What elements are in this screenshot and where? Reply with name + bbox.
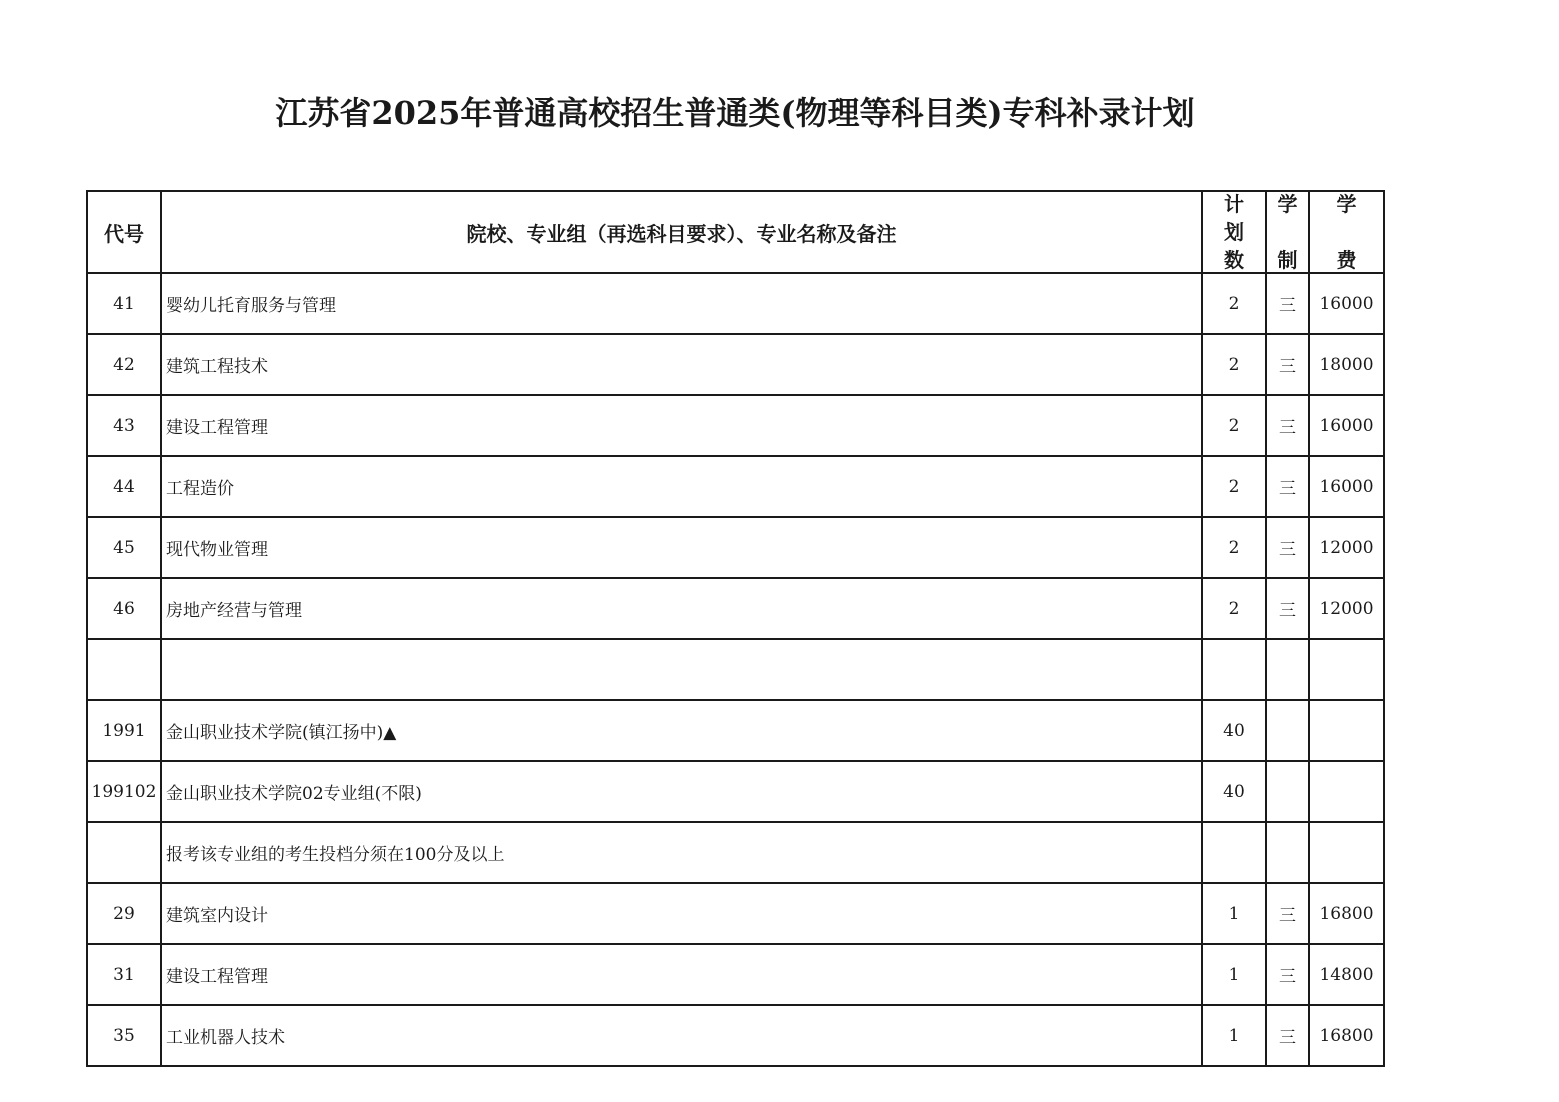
cell-code: 29	[87, 883, 161, 944]
cell-count: 40	[1202, 761, 1266, 822]
cell-fee: 18000	[1309, 334, 1384, 395]
cell-name: 现代物业管理	[161, 517, 1202, 578]
cell-years: 三	[1266, 456, 1309, 517]
cell-code: 45	[87, 517, 161, 578]
table-header-row	[87, 191, 1384, 273]
cell-code: 35	[87, 1005, 161, 1066]
cell-years	[1266, 822, 1309, 883]
table-row	[87, 456, 1384, 517]
cell-code: 46	[87, 578, 161, 639]
cell-count	[1202, 639, 1266, 700]
cell-fee	[1309, 761, 1384, 822]
cell-fee: 16800	[1309, 1005, 1384, 1066]
cell-fee: 16000	[1309, 456, 1384, 517]
cell-name: 婴幼儿托育服务与管理	[161, 273, 1202, 334]
table-row	[87, 700, 1384, 761]
cell-years: 三	[1266, 395, 1309, 456]
cell-name: 工程造价	[161, 456, 1202, 517]
header-years: 学 制	[1266, 191, 1309, 273]
cell-years: 三	[1266, 517, 1309, 578]
cell-fee: 12000	[1309, 578, 1384, 639]
cell-count: 2	[1202, 334, 1266, 395]
cell-code: 1991	[87, 700, 161, 761]
cell-name: 建筑工程技术	[161, 334, 1202, 395]
cell-name: 建筑室内设计	[161, 883, 1202, 944]
cell-years: 三	[1266, 578, 1309, 639]
cell-name: 金山职业技术学院02专业组(不限)	[161, 761, 1202, 822]
header-code: 代号	[87, 191, 161, 273]
cell-count: 2	[1202, 273, 1266, 334]
header-fee: 学 费	[1309, 191, 1384, 273]
table-row	[87, 639, 1384, 700]
cell-count: 2	[1202, 517, 1266, 578]
cell-name: 报考该专业组的考生投档分须在100分及以上	[161, 822, 1202, 883]
cell-count: 1	[1202, 1005, 1266, 1066]
table-row	[87, 334, 1384, 395]
cell-code	[87, 639, 161, 700]
cell-count	[1202, 822, 1266, 883]
header-name: 院校、专业组（再选科目要求）、专业名称及备注	[161, 191, 1202, 273]
table-row	[87, 944, 1384, 1005]
cell-count: 1	[1202, 883, 1266, 944]
cell-fee: 16000	[1309, 395, 1384, 456]
cell-fee: 16000	[1309, 273, 1384, 334]
table-row	[87, 822, 1384, 883]
cell-fee: 14800	[1309, 944, 1384, 1005]
table-row	[87, 761, 1384, 822]
cell-name: 建设工程管理	[161, 944, 1202, 1005]
cell-count: 40	[1202, 700, 1266, 761]
cell-count: 2	[1202, 578, 1266, 639]
cell-years: 三	[1266, 334, 1309, 395]
cell-fee	[1309, 700, 1384, 761]
cell-fee: 16800	[1309, 883, 1384, 944]
cell-name: 建设工程管理	[161, 395, 1202, 456]
cell-years	[1266, 761, 1309, 822]
cell-count: 2	[1202, 395, 1266, 456]
cell-code: 41	[87, 273, 161, 334]
cell-name: 金山职业技术学院(镇江扬中)▲	[161, 700, 1202, 761]
page-title: 江苏省2025年普通高校招生普通类(物理等科目类)专科补录计划	[275, 94, 1195, 132]
cell-count: 2	[1202, 456, 1266, 517]
table-row	[87, 273, 1384, 334]
cell-code: 42	[87, 334, 161, 395]
cell-years	[1266, 639, 1309, 700]
cell-code: 31	[87, 944, 161, 1005]
enrollment-plan-table	[86, 190, 1385, 1067]
cell-fee: 12000	[1309, 517, 1384, 578]
table-row	[87, 395, 1384, 456]
table-row	[87, 883, 1384, 944]
table-row	[87, 1005, 1384, 1066]
cell-fee	[1309, 822, 1384, 883]
cell-years: 三	[1266, 883, 1309, 944]
cell-years: 三	[1266, 1005, 1309, 1066]
table-row	[87, 578, 1384, 639]
cell-name: 工业机器人技术	[161, 1005, 1202, 1066]
cell-years	[1266, 700, 1309, 761]
cell-count: 1	[1202, 944, 1266, 1005]
cell-name: 房地产经营与管理	[161, 578, 1202, 639]
cell-code	[87, 822, 161, 883]
cell-fee	[1309, 639, 1384, 700]
cell-years: 三	[1266, 944, 1309, 1005]
cell-years: 三	[1266, 273, 1309, 334]
cell-code: 199102	[87, 761, 161, 822]
cell-name	[161, 639, 1202, 700]
cell-code: 43	[87, 395, 161, 456]
header-count: 计 划 数	[1202, 191, 1266, 273]
table-row	[87, 517, 1384, 578]
cell-code: 44	[87, 456, 161, 517]
